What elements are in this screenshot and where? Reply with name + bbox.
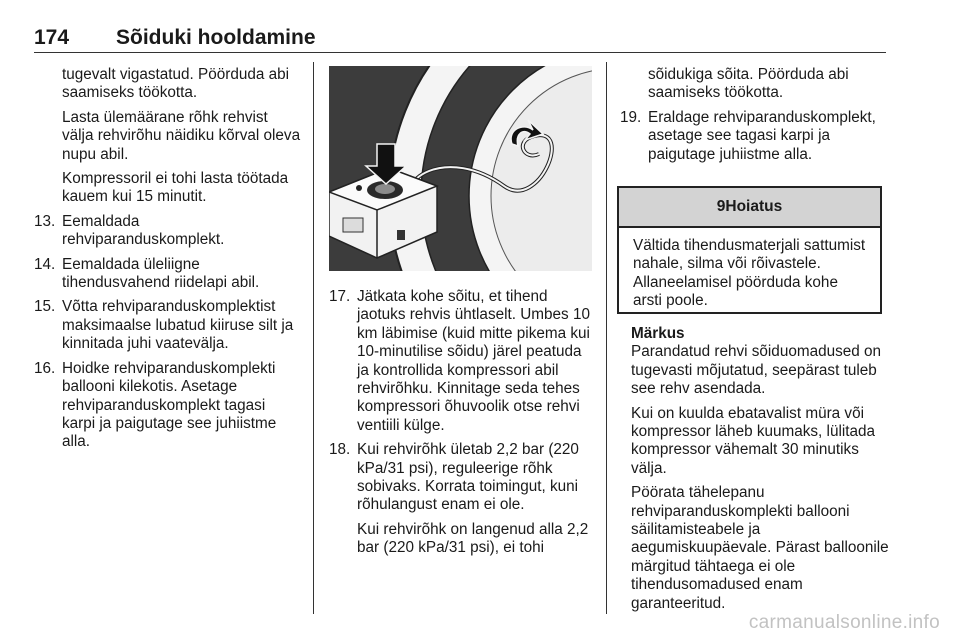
tire-repair-kit-illustration	[329, 66, 592, 271]
item-number: 14.	[34, 255, 56, 273]
item-text: Hoidke rehviparanduskomplekti ballooni kilekotis. Asetage rehviparanduskomplekt tagasi karpi ja paigutage see juhiistme alla.	[62, 359, 277, 451]
header-rule	[34, 52, 886, 53]
warning-text: Vältida tihendusmaterjali sattumist nahale, silma või rõivastele. Allaneelamisel pöörduda kohe arsti poole.	[633, 237, 866, 310]
column-2	[329, 288, 595, 564]
warning-header	[619, 188, 880, 228]
note-paragraph: Parandatud rehvi sõiduomadused on tugevasti mõjutatud, seepärast tuleb see rehv asendada.	[631, 343, 882, 398]
page-title: Sõiduki hooldamine	[116, 26, 316, 49]
warning-icon: 9	[716, 198, 726, 215]
item-number: 13.	[34, 212, 56, 230]
note-paragraph: Pöörata tähelepanu rehviparanduskomplekti ballooni säilitamisteabele ja aegumiskuupäevale. Pärast balloonile märgitud tähtaega ei ole tihendusomadused enam garanteeritud.	[631, 484, 889, 612]
page-number: 174	[34, 26, 70, 49]
paragraph: Lasta ülemäärane rõhk rehvist välja rehvirõhu näidiku kõrval oleva nupu abil.	[62, 108, 301, 163]
list-item	[620, 109, 890, 164]
item-text: Jätkata kohe sõitu, et tihend jaotuks rehvis ühtlaselt. Umbes 10 km läbimise (kuid mitte pikema kui 10-minutilise sõidu) järel peatuda ja kontrollida kompressori abil rehvirõhku. Kinnitage seda tehes kompressori õhuvoolik otse rehvi ventiili külge.	[357, 288, 590, 434]
item-text: Eraldage rehviparanduskomplekt, asetage see tagasi karpi ja paigutage juhiistme alla.	[648, 108, 876, 163]
list-item	[329, 441, 595, 557]
compressor-illustration-image	[329, 66, 592, 271]
list-item	[329, 288, 595, 435]
note-title: Märkus	[631, 325, 685, 342]
list-item	[34, 256, 302, 293]
column-divider-1	[313, 62, 314, 614]
item-text: Võtta rehviparanduskomplektist maksimaalse lubatud kiiruse silt ja kinnitada juhi vaatevälja.	[62, 298, 294, 353]
warning-title: Hoiatus	[725, 198, 783, 215]
item-text: Kui rehvirõhk ületab 2,2 bar (220 kPa/31 psi), reguleerige rõhk sobivaks. Korrata toimingut, kuni rõhulangust enam ei ole.	[357, 441, 579, 514]
list-item	[34, 213, 302, 250]
page-header	[34, 26, 886, 50]
note-section	[631, 325, 893, 619]
item-number: 17.	[329, 288, 351, 305]
note-paragraph: Kui on kuulda ebatavalist müra või kompressor läheb kuumaks, lülitada kompressor vähemalt 30 minutiks välja.	[631, 404, 876, 477]
paragraph: sõidukiga sõita. Pöörduda abi saamiseks töökotta.	[648, 66, 849, 102]
warning-box	[617, 186, 882, 314]
item-text: Eemaldada rehviparanduskomplekt.	[62, 212, 225, 249]
watermark: carmanualsonline.info	[748, 612, 940, 633]
paragraph: Kompressoril ei tohi lasta töötada kauem kui 15 minutit.	[62, 170, 289, 206]
list-item	[34, 360, 302, 452]
list-item	[34, 298, 302, 353]
item-number: 18.	[329, 441, 351, 459]
item-number: 16.	[34, 359, 56, 377]
item-number: 19.	[620, 108, 642, 126]
column-3-top	[620, 66, 890, 170]
paragraph: tugevalt vigastatud. Pöörduda abi saamiseks töökotta.	[62, 66, 290, 102]
column-divider-2	[606, 62, 607, 614]
item-number: 15.	[34, 298, 56, 316]
item-subparagraph: Kui rehvirõhk on langenud alla 2,2 bar (220 kPa/31 psi), ei tohi	[357, 520, 589, 557]
item-text: Eemaldada üleliigne tihendusvahend riidelapi abil.	[62, 255, 260, 292]
column-1	[34, 66, 302, 458]
